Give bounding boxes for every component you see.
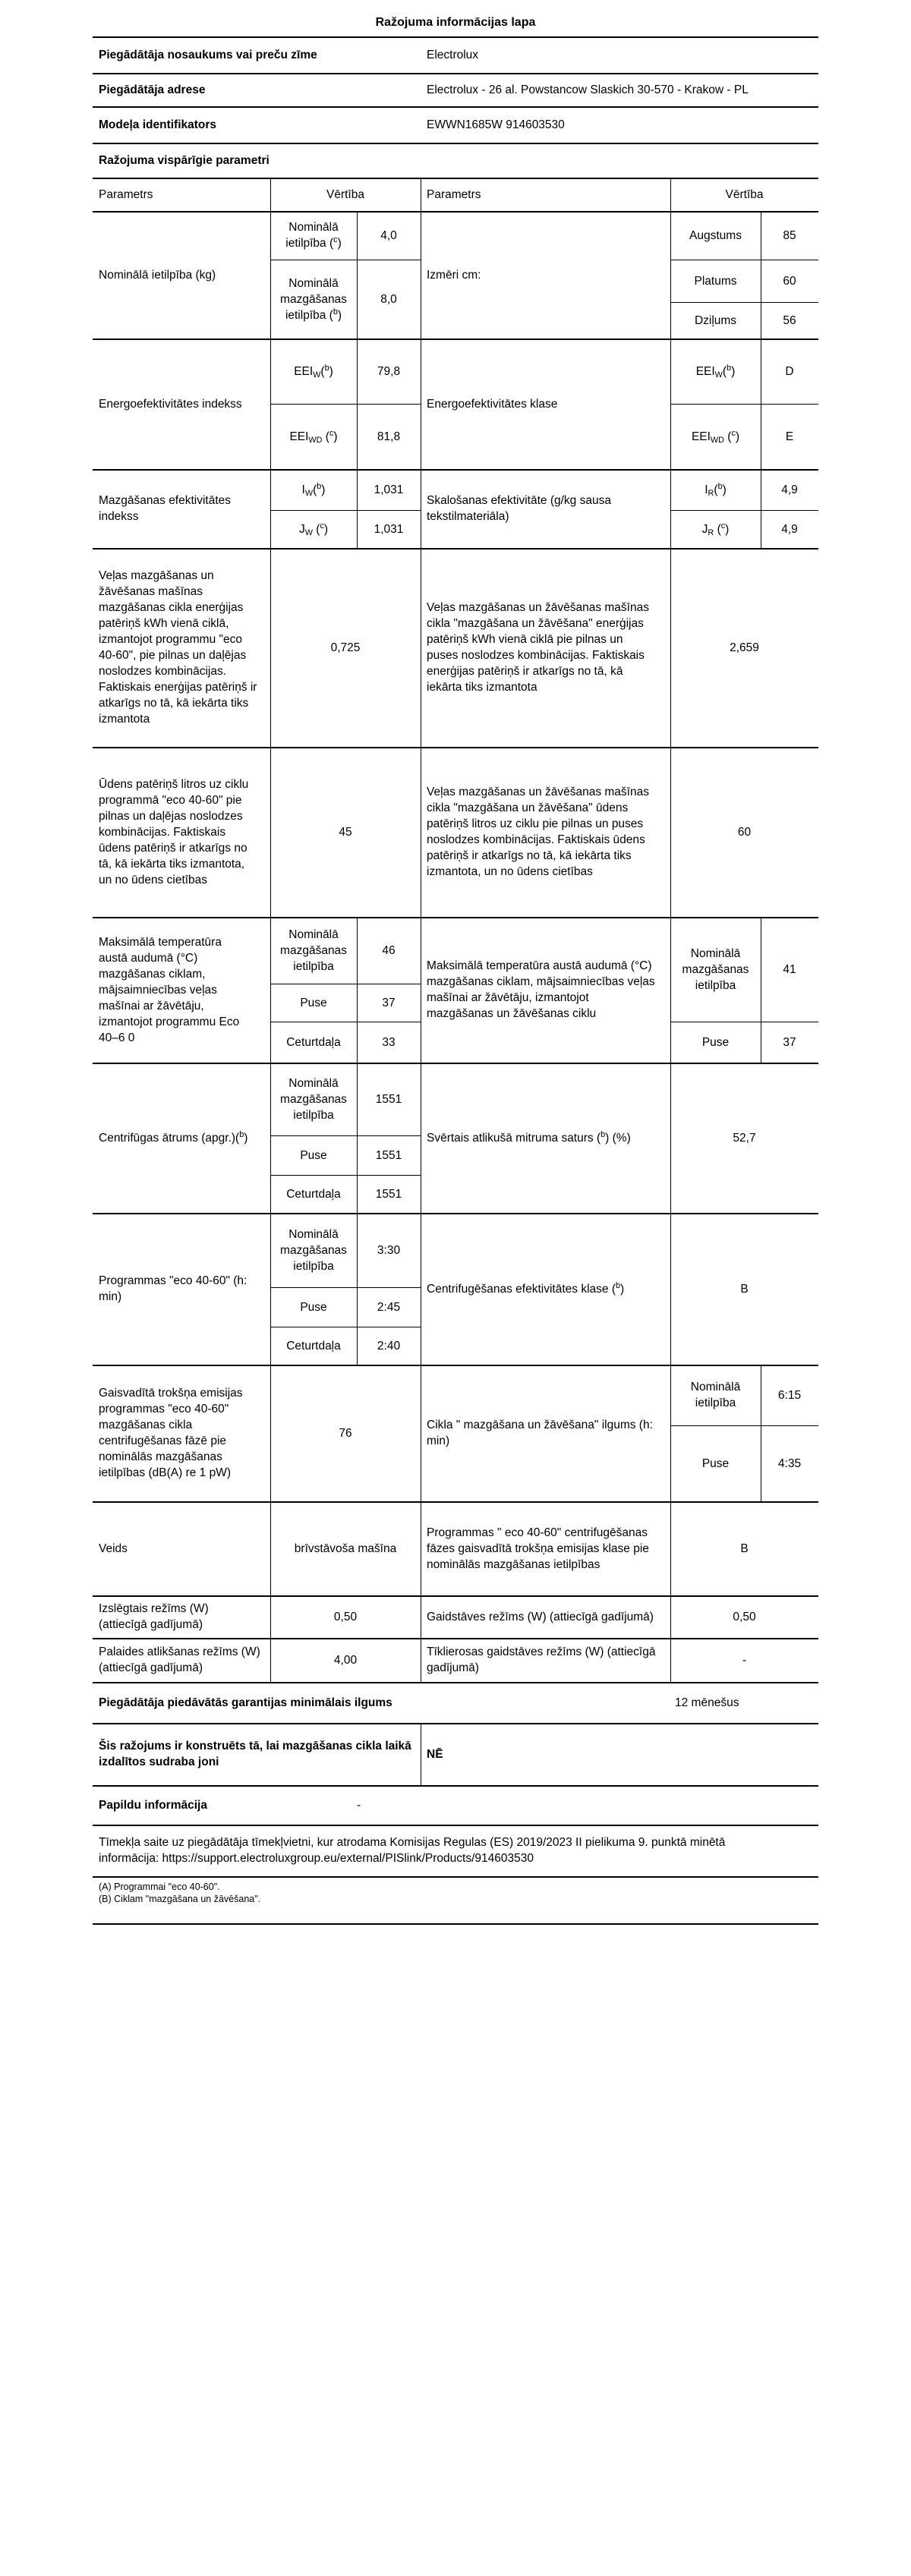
- sub-label: $I_R(^b)$: [705, 482, 727, 498]
- rule-line: [93, 1063, 818, 1064]
- cell-value: 81,8: [377, 430, 401, 443]
- footnote: (A) Programmai "eco 40-60".: [99, 1882, 220, 1892]
- row-label: Centrifugēšanas efektivitātes klase ($^b$): [427, 1281, 625, 1296]
- rule-line: [93, 339, 818, 340]
- rule-line: [670, 404, 818, 405]
- sub-label: Puse: [701, 1036, 730, 1049]
- rule-line: [93, 1876, 818, 1878]
- cell-value: 2:45: [377, 1301, 401, 1314]
- rule-line: [93, 1923, 818, 1925]
- row-label: Veļas mazgāšanas un žāvēšanas mašīnas cikla "mazgāšana un žāvēšana" enerģijas patēriņš kWh vienā ciklā pie pilnas un puses noslodzes kombinācijas. Faktiskais enerģijas patēriņš ir atkarīgs no tā, kā iekārta tiks izmantota: [427, 601, 649, 694]
- row-label: Programmas "eco 40-60" (h: min): [99, 1274, 247, 1303]
- column-divider: [357, 917, 358, 1365]
- sub-label: Nominālā mazgāšanas ietilpība: [280, 1228, 347, 1273]
- row-label: Palaides atlikšanas režīms (W) (attiecīgā gadījumā): [99, 1645, 260, 1674]
- cell-value: 1,031: [374, 483, 404, 496]
- rule-line: [93, 211, 818, 213]
- sub-label: Nominālā ietilpība ($^c$): [285, 221, 342, 250]
- row-label: Energoefektivitātes indekss: [99, 398, 242, 411]
- cell-value: 79,8: [377, 365, 401, 378]
- row-label: Programmas " eco 40-60" centrifugēšanas fāzes gaisvadītā trokšņa emisijas klase pie nominālās mazgāšanas ietilpības: [427, 1526, 649, 1571]
- row-label: Veļas mazgāšanas un žāvēšanas mašīnas mazgāšanas cikla enerģijas patēriņš kWh vienā ciklā, izmantojot programmu "eco 40-60", pie pilnas un daļējas noslodzes kombinācijas. Faktiskais enerģijas patēriņš ir atkarīgs no tā, kā iekārta tiks izmantota: [99, 569, 257, 726]
- row-label: Gaisvadītā trokšņa emisijas programmas "eco 40-60" mazgāšanas cikla centrifugēšanas fāzē pie nominālās mazgāšanas ietilpības (dB(A) re 1 pW): [99, 1387, 243, 1479]
- header-value: Electrolux: [427, 49, 479, 61]
- sub-label: Ceturtdaļa: [286, 1036, 341, 1049]
- cell-value: 2:40: [377, 1340, 401, 1353]
- rule-line: [93, 1825, 818, 1826]
- weblink-text: Tīmekļa saite uz piegādātāja tīmekļvietni, kur atrodama Komisijas Regulas (ES) 2019/2023 II pielikuma 9. punktā minētā informācija: https://support.electroluxgroup.eu/external/PISlink/Products/914603530: [99, 1836, 726, 1865]
- warranty-value: 12 mēnešus: [675, 1696, 739, 1709]
- column-divider: [670, 178, 671, 1682]
- row-label: Tīklierosas gaidstāves režīms (W) (attiecīgā gadījumā): [427, 1645, 656, 1674]
- row-label: Veļas mazgāšanas un žāvēšanas mašīnas cikla "mazgāšana un žāvēšana" ūdens patēriņš litros uz ciklu pie pilnas un puses noslodzes kombinācijas. Faktiskais ūdens patēriņš ir atkarīgs no tā, kā iekārta tiks izmantota, un no ūdens cietības: [427, 786, 649, 878]
- page-title: Ražojuma informācijas lapa: [375, 16, 536, 29]
- additional-info-label: Papildu informācija: [99, 1799, 207, 1812]
- rule-line: [93, 1213, 818, 1214]
- sub-label: Ceturtdaļa: [286, 1188, 341, 1201]
- cell-value: 45: [339, 826, 352, 839]
- sub-label: Puse: [300, 1149, 327, 1162]
- sub-label: $J_R$ ($^c$): [701, 521, 730, 537]
- sub-label: Nominālā mazgāšanas ietilpība: [280, 928, 347, 973]
- sub-label: Nominālā ietilpība: [690, 1381, 741, 1409]
- cell-value: 4,0: [380, 229, 397, 242]
- section-title: Ražojuma vispārīgie parametri: [99, 154, 270, 167]
- header-value: Electrolux - 26 al. Powstancow Slaskich 30-570 - Krakow - PL: [427, 83, 749, 96]
- cell-value: -: [742, 1654, 747, 1667]
- header-label: Piegādātāja nosaukums vai preču zīme: [99, 49, 317, 61]
- cell-value: 0,50: [333, 1611, 358, 1623]
- rule-line: [93, 1365, 818, 1366]
- rule-line: [270, 1287, 421, 1288]
- rule-line: [93, 1682, 818, 1683]
- column-header: Parametrs: [427, 188, 481, 201]
- cell-value: brīvstāvoša mašīna: [294, 1542, 397, 1555]
- rule-line: [93, 747, 818, 748]
- column-header: Vērtība: [725, 188, 764, 201]
- column-divider: [357, 211, 358, 339]
- row-label: Svērtais atlikušā mitruma saturs ($^b$) (%): [427, 1130, 631, 1145]
- header-value: EWWN1685W 914603530: [427, 118, 565, 131]
- sub-label: $EEI_W(^b)$: [695, 364, 736, 379]
- cell-value: 3:30: [377, 1244, 401, 1257]
- rule-line: [670, 302, 818, 303]
- rule-line: [93, 106, 818, 108]
- cell-value: 0,725: [330, 641, 361, 654]
- cell-value: 85: [783, 229, 796, 242]
- row-label: Cikla " mazgāšana un žāvēšana" ilgums (h: min): [427, 1419, 653, 1447]
- rule-line: [93, 36, 818, 38]
- row-label: Maksimālā temperatūra austā audumā (°C) mazgāšanas ciklam, mājsaimniecības veļas mašīnai ar žāvētāju, izmantojot programmu Eco 40–6 0: [99, 936, 240, 1044]
- sub-label: Puse: [701, 1457, 730, 1470]
- column-divider: [357, 339, 358, 469]
- column-header: Parametrs: [99, 188, 153, 201]
- cell-value: 56: [783, 314, 796, 327]
- footnote: (B) Ciklam "mazgāšana un žāvēšana".: [99, 1894, 261, 1904]
- cell-value: 1,031: [374, 523, 404, 536]
- silver-ions-value: NĒ: [427, 1748, 443, 1761]
- cell-value: 46: [382, 944, 396, 957]
- rule-line: [93, 178, 818, 179]
- rule-line: [93, 917, 818, 918]
- rule-line: [270, 1135, 421, 1136]
- rule-line: [270, 510, 421, 511]
- cell-value: 4,00: [333, 1654, 358, 1667]
- cell-value: 8,0: [380, 293, 397, 306]
- row-label: Maksimālā temperatūra austā audumā (°C) mazgāšanas ciklam, mājsaimniecības veļas mašīnai ar žāvētāju, izmantojot mazgāšanas un žāvēšanas ciklu: [427, 959, 655, 1020]
- rule-line: [93, 1638, 818, 1639]
- sub-label: Dziļums: [694, 314, 737, 327]
- rule-line: [93, 143, 818, 144]
- rule-line: [670, 1425, 818, 1426]
- row-label: Gaidstāves režīms (W) (attiecīgā gadījumā): [427, 1611, 654, 1623]
- cell-value: 4,9: [781, 483, 798, 496]
- silver-ions-label: Šis ražojums ir konstruēts tā, lai mazgāšanas cikla laikā izdalītos sudraba joni: [99, 1740, 411, 1768]
- additional-info-value: -: [357, 1799, 361, 1812]
- cell-value: 52,7: [733, 1132, 756, 1145]
- cell-value: 1551: [375, 1093, 402, 1106]
- sub-label: Nominālā mazgāšanas ietilpība: [280, 1077, 347, 1122]
- row-label: Centrifūgas ātrums (apgr.)($^b$): [99, 1130, 248, 1145]
- cell-value: 2,659: [730, 641, 759, 654]
- row-label: Ūdens patēriņš litros uz ciklu programmā "eco 40-60" pie pilnas un daļējas noslodzes kombinācijas. Faktiskais ūdens patēriņš ir atkarīgs no tā, kā iekārta tiks izmantota, un no ūdens cietības: [99, 778, 249, 886]
- rule-line: [93, 1501, 818, 1503]
- cell-value: D: [785, 365, 794, 378]
- cell-value: B: [740, 1283, 749, 1296]
- sub-label: $EEI_{WD}$ ($^c$): [691, 429, 740, 445]
- rule-line: [93, 548, 818, 550]
- rule-line: [93, 73, 818, 74]
- cell-value: 76: [339, 1427, 352, 1440]
- cell-value: E: [785, 430, 794, 443]
- column-header: Vērtība: [326, 188, 364, 201]
- sub-label: $EEI_W(^b)$: [294, 364, 333, 379]
- cell-value: 60: [737, 826, 752, 839]
- sub-label: Platums: [694, 275, 737, 288]
- cell-value: 60: [783, 275, 796, 288]
- row-label: Mazgāšanas efektivitātes indekss: [99, 494, 232, 523]
- cell-value: 37: [783, 1036, 796, 1049]
- row-label: Skalošanas efektivitāte (g/kg sausa tekstilmateriāla): [427, 494, 611, 523]
- cell-value: 37: [382, 997, 396, 1009]
- rule-line: [270, 404, 421, 405]
- sub-label: $J_W$ ($^c$): [298, 521, 329, 537]
- cell-value: 4:35: [777, 1457, 802, 1470]
- sub-label: Ceturtdaļa: [286, 1340, 341, 1353]
- sub-label: Nominālā mazgāšanas ietilpība: [682, 947, 749, 992]
- rule-line: [670, 510, 818, 511]
- row-label: Izslēgtais režīms (W) (attiecīgā gadījumā): [99, 1602, 209, 1631]
- rule-line: [93, 1785, 818, 1787]
- rule-line: [93, 1723, 818, 1724]
- cell-value: 41: [783, 963, 796, 976]
- cell-value: 33: [382, 1036, 396, 1049]
- sub-label: Nominālā mazgāšanas ietilpība ($^b$): [280, 277, 347, 322]
- cell-value: 4,9: [781, 523, 798, 536]
- sub-label: $I_W(^b)$: [301, 482, 326, 498]
- sub-label: $EEI_{WD}$ ($^c$): [289, 429, 338, 445]
- rule-line: [270, 1175, 421, 1176]
- row-label: Izmēri cm:: [427, 269, 481, 282]
- cell-value: 0,50: [733, 1611, 756, 1623]
- sub-label: Puse: [300, 1301, 327, 1314]
- cell-value: 1551: [375, 1149, 402, 1162]
- cell-value: 6:15: [777, 1389, 802, 1402]
- row-label: Energoefektivitātes klase: [427, 398, 558, 411]
- rule-line: [93, 469, 818, 471]
- header-label: Modeļa identifikators: [99, 118, 217, 131]
- cell-value: 1551: [375, 1188, 402, 1201]
- column-divider: [357, 469, 358, 548]
- row-label: Nominālā ietilpība (kg): [99, 269, 216, 282]
- row-label: Veids: [99, 1542, 128, 1555]
- warranty-label: Piegādātāja piedāvātās garantijas minimālais ilgums: [99, 1696, 392, 1709]
- cell-value: B: [740, 1542, 749, 1555]
- sub-label: Puse: [300, 997, 327, 1009]
- rule-line: [93, 1595, 818, 1597]
- header-label: Piegādātāja adrese: [99, 83, 206, 96]
- column-divider: [270, 178, 271, 1682]
- sub-label: Augstums: [689, 229, 742, 242]
